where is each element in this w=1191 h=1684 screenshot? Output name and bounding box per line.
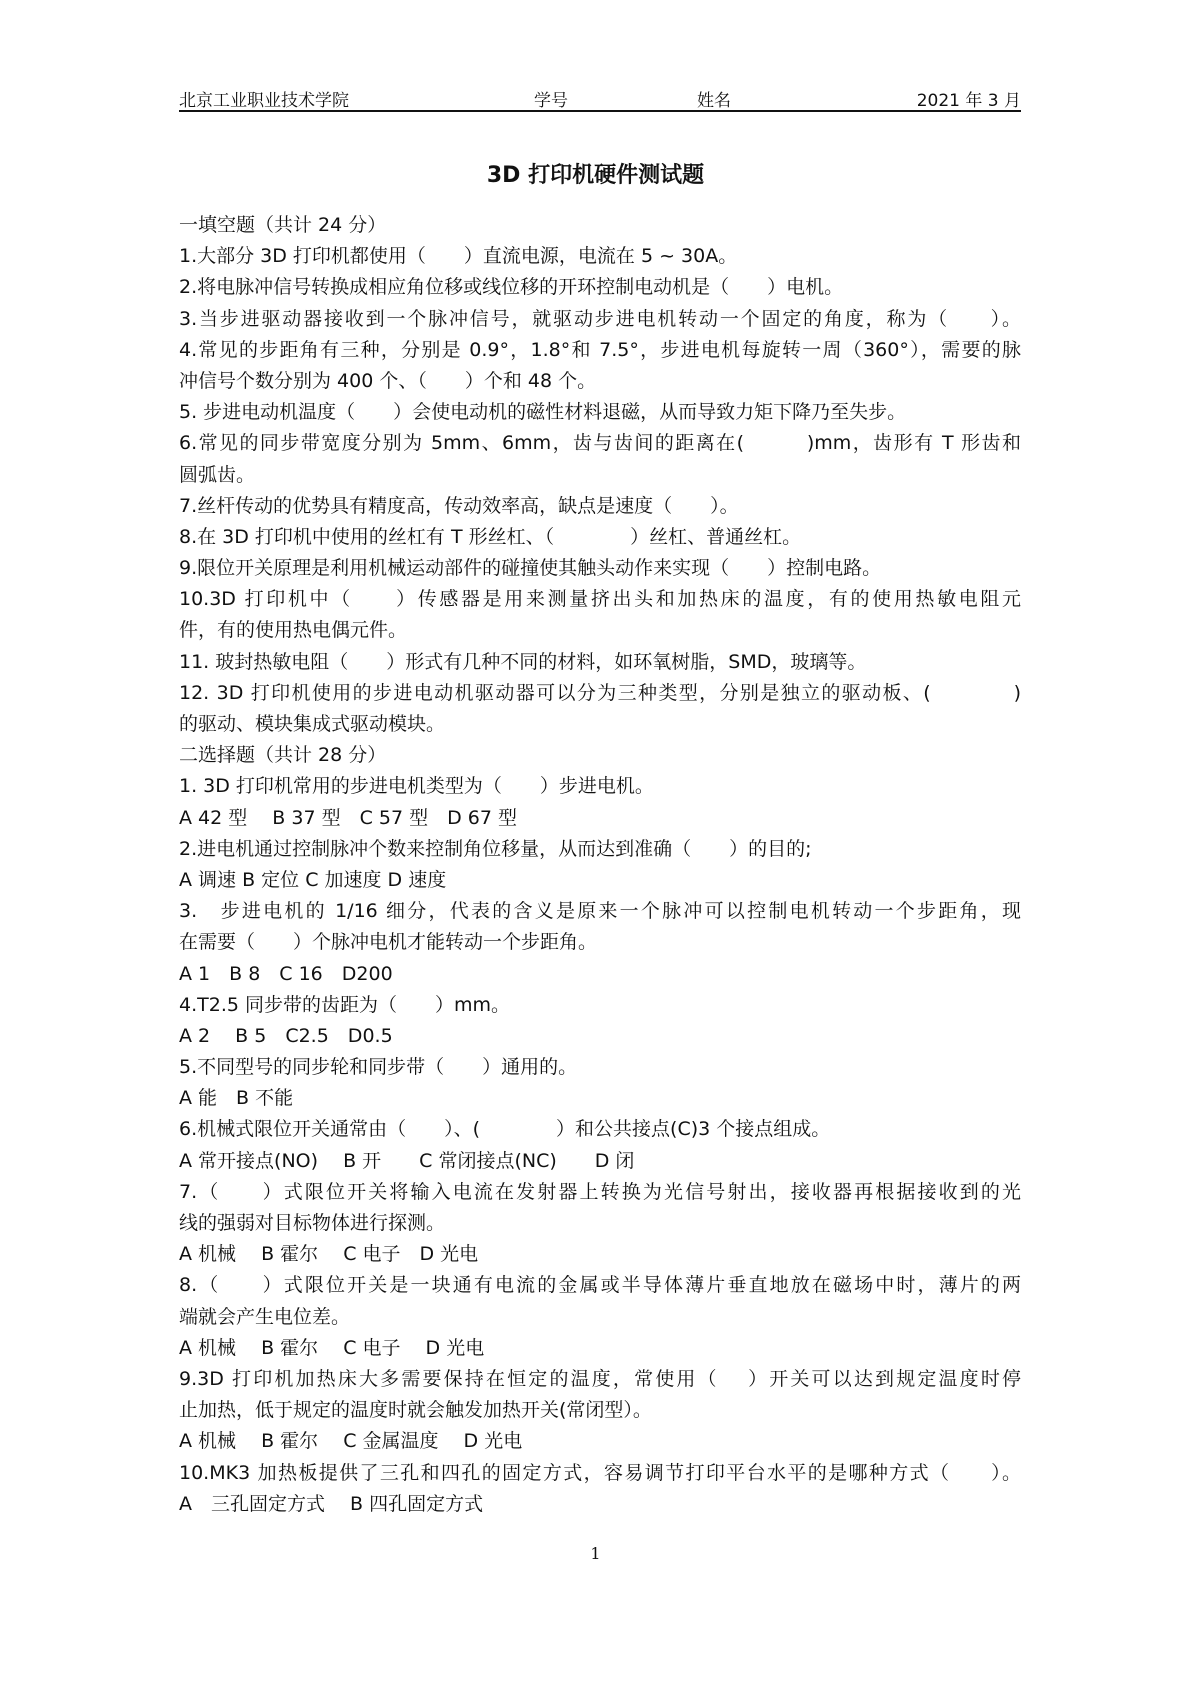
question-line: 的驱动、模块集成式驱动模块。 (179, 713, 446, 735)
answer-options: A 三孔固定方式 B 四孔固定方式 (179, 1492, 484, 1515)
page-number: 1 (590, 1544, 601, 1563)
question-line: 10.MK3 加热板提供了三孔和四孔的固定方式，容易调节打印平台水平的是哪种方式（ ）。 (179, 1461, 1021, 1484)
answer-options: A 常开接点(NO) B 开 C 常闭接点(NC) D 闭 (179, 1149, 635, 1172)
question-line: 3. 步进电机的 1/16 细分，代表的含义是原来一个脉冲可以控制电机转动一个步距角，现 (179, 900, 1021, 923)
question-line: 端就会产生电位差。 (179, 1305, 351, 1328)
question-line: 在需要（ ）个脉冲电机才能转动一个步距角。 (179, 931, 598, 954)
question-line: 5. 步进电动机温度（ ）会使电动机的磁性材料退磁，从而导致力矩下降乃至失步。 (179, 401, 907, 424)
question-line: 9.3D 打印机加热床大多需要保持在恒定的温度，常使用（ ）开关可以达到规定温度时停 (179, 1367, 1021, 1390)
question-line: 冲信号个数分别为 400 个、（ ）个和 48 个。 (179, 369, 597, 392)
question-line: 件，有的使用热电偶元件。 (179, 619, 408, 642)
student-id-label: 学号 (534, 91, 568, 111)
question-content (179, 210, 1021, 1520)
question-line: 9.限位开关原理是利用机械运动部件的碰撞使其触头动作来实现（ ）控制电路。 (179, 557, 882, 580)
answer-options: A 机械 B 霍尔 C 金属温度 D 光电 (179, 1430, 523, 1453)
question-line: 5.不同型号的同步轮和同步带（ ）通用的。 (179, 1056, 578, 1079)
page-header (179, 84, 1021, 112)
question-line: 1.大部分 3D 打印机都使用（ ）直流电源，电流在 5 ~ 30A。 (179, 245, 738, 268)
answer-options: A 机械 B 霍尔 C 电子 D 光电 (179, 1243, 479, 1266)
question-line: 4.常见的步距角有三种，分别是 0.9°，1.8°和 7.5°，步进电机每旋转一周（360°），需要的脉 (179, 338, 1021, 361)
page-title: 3D 打印机硬件测试题 (486, 163, 705, 188)
section-heading: 二选择题（共计 28 分） (179, 744, 387, 767)
question-line: 7.丝杆传动的优势具有精度高，传动效率高，缺点是速度（ ）。 (179, 494, 739, 517)
answer-options: A 1 B 8 C 16 D200 (179, 962, 393, 985)
exam-date: 2021 年 3 月 (916, 91, 1021, 111)
question-line: 6.机械式限位开关通常由（ ）、( ）和公共接点(C)3 个接点组成。 (179, 1118, 831, 1141)
question-line: 圆弧齿。 (179, 463, 256, 486)
answer-options: A 调速 B 定位 C 加速度 D 速度 (179, 868, 447, 891)
question-line: 2.将电脉冲信号转换成相应角位移或线位移的开环控制电动机是（ ）电机。 (179, 276, 844, 299)
question-line: 8.在 3D 打印机中使用的丝杠有 T 形丝杠、（ ）丝杠、普通丝杠。 (179, 525, 802, 548)
answer-options: A 42 型 B 37 型 C 57 型 D 67 型 (179, 806, 517, 829)
question-line: 11. 玻封热敏电阻（ ）形式有几种不同的材料，如环氧树脂，SMD，玻璃等。 (179, 650, 867, 673)
question-line: 2.进电机通过控制脉冲个数来控制角位移量，从而达到准确（ ）的目的; (179, 837, 812, 860)
school-name: 北京工业职业技术学院 (179, 91, 349, 111)
answer-options: A 能 B 不能 (179, 1087, 294, 1110)
question-line: 10.3D 打印机中（ ）传感器是用来测量挤出头和加热床的温度，有的使用热敏电阻元 (179, 588, 1021, 611)
answer-options: A 2 B 5 C2.5 D0.5 (179, 1024, 393, 1047)
question-line: 6.常见的同步带宽度分别为 5mm、6mm，齿与齿间的距离在( )mm，齿形有 T 形齿和 (179, 432, 1021, 455)
question-line: 7.（ ）式限位开关将输入电流在发射器上转换为光信号射出，接收器再根据接收到的光 (179, 1180, 1021, 1203)
name-label: 姓名 (697, 91, 731, 111)
question-line: 1. 3D 打印机常用的步进电机类型为（ ）步进电机。 (179, 775, 654, 798)
answer-options: A 机械 B 霍尔 C 电子 D 光电 (179, 1336, 485, 1359)
question-line: 4.T2.5 同步带的齿距为（ ）mm。 (179, 993, 511, 1016)
section-heading: 一填空题（共计 24 分） (179, 214, 387, 236)
question-line: 8.（ ）式限位开关是一块通有电流的金属或半导体薄片垂直地放在磁场中时，薄片的两 (179, 1274, 1021, 1297)
question-line: 止加热，低于规定的温度时就会触发加热开关(常闭型）。 (179, 1399, 652, 1422)
question-line: 12. 3D 打印机使用的步进电动机驱动器可以分为三种类型，分别是独立的驱动板、( ) (179, 681, 1021, 704)
question-line: 线的强弱对目标物体进行探测。 (179, 1212, 446, 1234)
question-line: 3.当步进驱动器接收到一个脉冲信号，就驱动步进电机转动一个固定的角度，称为（ ）。 (179, 307, 1021, 330)
